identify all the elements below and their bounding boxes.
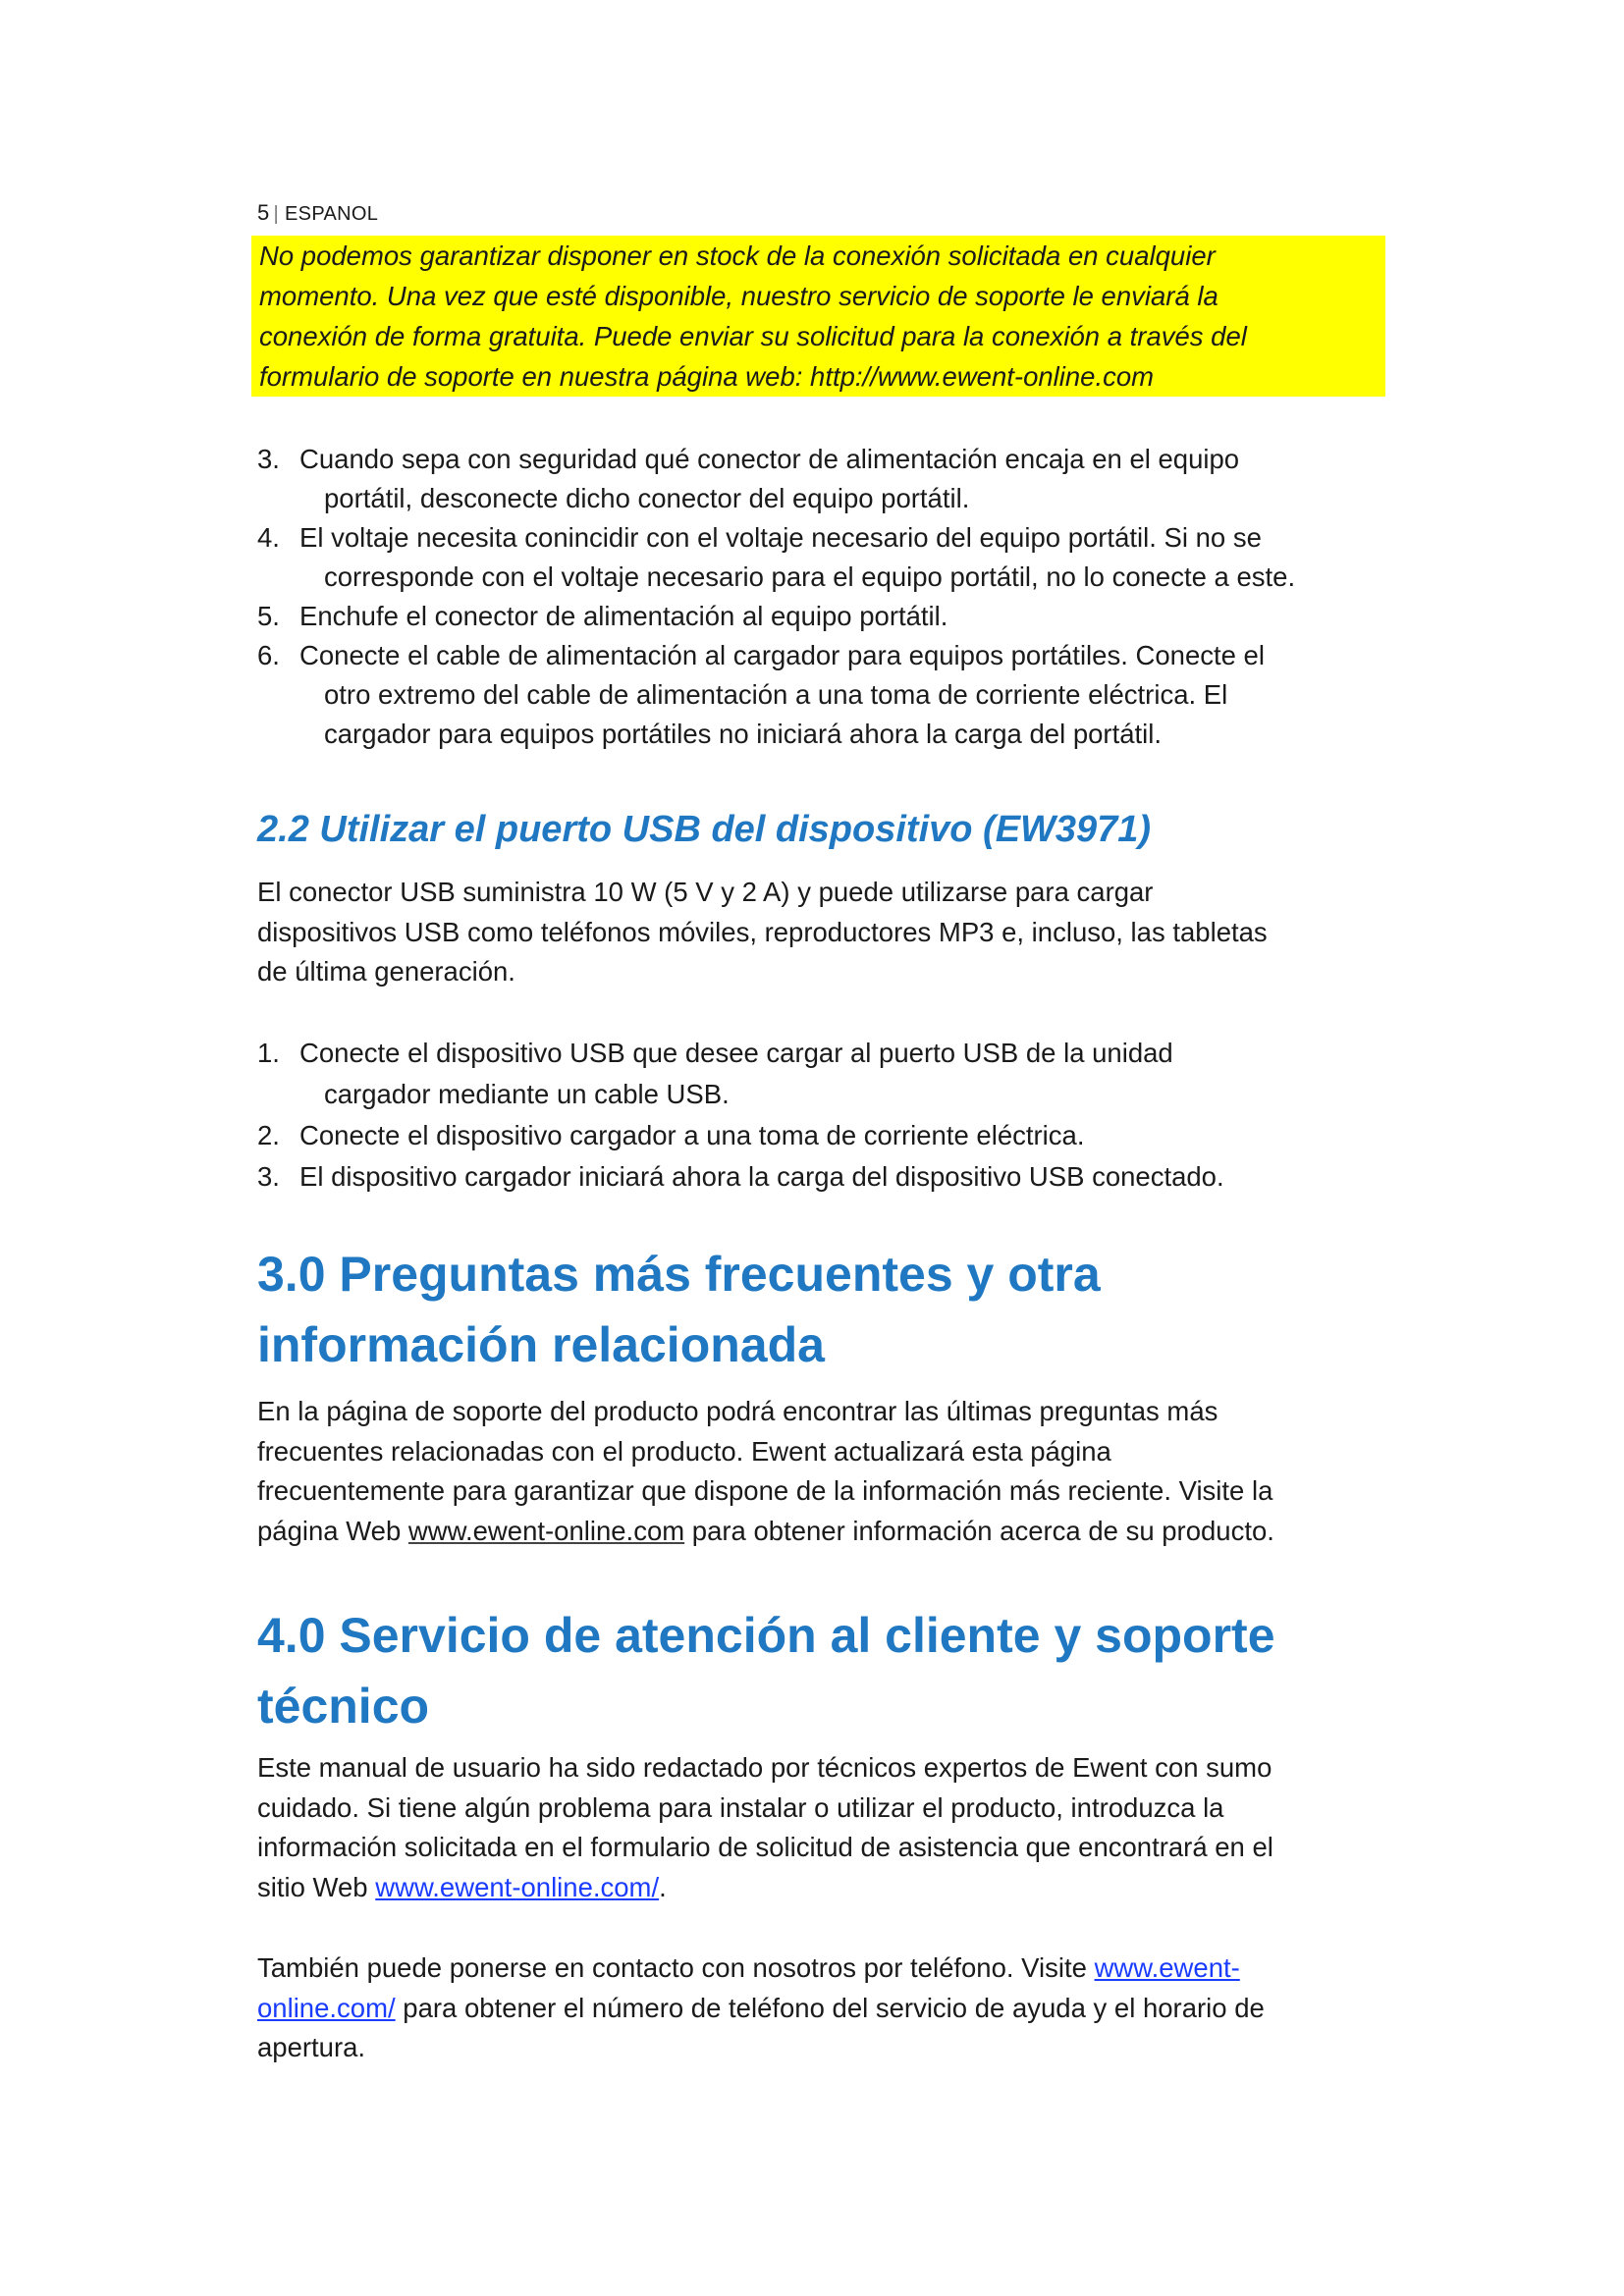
paragraph-line <box>257 1868 1273 1908</box>
list-item <box>257 1156 1224 1198</box>
heading-line: información relacionada <box>257 1317 825 1372</box>
heading-line: 4.0 Servicio de atención al cliente y soporte <box>257 1608 1275 1663</box>
section-2-2-body <box>257 873 1268 992</box>
page-header <box>257 200 378 226</box>
notice-line: formulario de soporte en nuestra página web: http://www.ewent-online.com <box>259 361 1155 392</box>
inline-text: para obtener el número de teléfono del servicio de ayuda y el horario de <box>395 1992 1265 2023</box>
paragraph-line: dispositivos USB como teléfonos móviles, reproductores MP3 e, incluso, las tabletas <box>257 916 1268 947</box>
list-item <box>257 1033 1224 1115</box>
section-4-paragraph-1 <box>257 1748 1273 1907</box>
heading-line: 3.0 Preguntas más frecuentes y otra <box>257 1247 1101 1302</box>
list-item-text: Enchufe el conector de alimentación al equipo portátil. <box>299 601 948 631</box>
notice-line: conexión de forma gratuita. Puede enviar su solicitud para la conexión a través del <box>259 321 1247 351</box>
header-language: ESPANOL <box>285 203 379 225</box>
list-item-text: Conecte el cable de alimentación al cargador para equipos portátiles. Conecte el <box>299 640 1265 670</box>
ewent-website-link-part-1[interactable]: www.ewent- <box>1094 1952 1240 1983</box>
paragraph-line: apertura. <box>257 2032 366 2062</box>
steps-list-a <box>257 440 1295 754</box>
paragraph-line: Este manual de usuario ha sido redactado por técnicos expertos de Ewent con sumo <box>257 1752 1272 1783</box>
list-item <box>257 597 1295 636</box>
list-item-number: 3. <box>257 444 280 474</box>
notice-line: No podemos garantizar disponer en stock de la conexión solicitada en cualquier <box>259 240 1216 271</box>
list-item-text: cargador mediante un cable USB. <box>324 1079 730 1109</box>
section-4-heading <box>257 1600 1275 1741</box>
paragraph-line: cuidado. Si tiene algún problema para instalar o utilizar el producto, introduzca la <box>257 1791 1224 1823</box>
list-item-number: 1. <box>257 1038 280 1068</box>
inline-text: para obtener información acerca de su producto. <box>684 1515 1274 1546</box>
paragraph-line <box>257 1512 1274 1552</box>
page-number: 5 <box>257 200 270 225</box>
list-item-number: 3. <box>257 1161 280 1192</box>
ewent-website-link-part-2[interactable]: online.com/ <box>257 1992 396 2023</box>
paragraph-line: En la página de soporte del producto podrá encontrar las últimas preguntas más <box>257 1396 1218 1426</box>
list-item-number: 5. <box>257 601 280 631</box>
list-item-text: Cuando sepa con seguridad qué conector de alimentación encaja en el equipo <box>299 444 1240 474</box>
list-item <box>257 636 1295 754</box>
inline-text: También puede ponerse en contacto con nosotros por teléfono. Visite <box>257 1952 1095 1983</box>
list-item-number: 6. <box>257 640 280 670</box>
inline-text: sitio Web <box>257 1871 376 1902</box>
steps-list-b <box>257 1033 1224 1198</box>
list-item <box>257 1115 1224 1156</box>
section-3-heading <box>257 1239 1101 1380</box>
list-item-number: 2. <box>257 1120 280 1150</box>
paragraph-line <box>257 1949 1265 1989</box>
section-2-2-heading: 2.2 Utilizar el puerto USB del dispositivo (EW3971) <box>257 809 1152 850</box>
list-item-number: 4. <box>257 522 280 553</box>
list-item-text: El dispositivo cargador iniciará ahora la carga del dispositivo USB conectado. <box>299 1161 1224 1192</box>
paragraph-line <box>257 1989 1265 2029</box>
list-item-text: corresponde con el voltaje necesario para el equipo portátil, no lo conecte a este. <box>324 561 1296 592</box>
paragraph-line: frecuentes relacionadas con el producto. Ewent actualizará esta página <box>257 1435 1111 1467</box>
list-item <box>257 440 1295 518</box>
section-3-body <box>257 1392 1274 1551</box>
list-item-text: Conecte el dispositivo USB que desee cargar al puerto USB de la unidad <box>299 1038 1173 1068</box>
paragraph-line: información solicitada en el formulario de solicitud de asistencia que encontrará en el <box>257 1832 1273 1862</box>
stock-notice <box>251 236 1385 397</box>
section-4-paragraph-2 <box>257 1949 1265 2068</box>
ewent-website-link[interactable]: www.ewent-online.com <box>407 1515 685 1546</box>
paragraph-line: frecuentemente para garantizar que dispone de la información más reciente. Visite la <box>257 1475 1273 1506</box>
list-item-text: El voltaje necesita conincidir con el voltaje necesario del equipo portátil. Si no se <box>299 522 1262 553</box>
notice-line: momento. Una vez que esté disponible, nuestro servicio de soporte le enviará la <box>259 281 1218 311</box>
list-item-text: portátil, desconecte dicho conector del equipo portátil. <box>324 483 970 513</box>
list-item-text: Conecte el dispositivo cargador a una toma de corriente eléctrica. <box>299 1120 1085 1150</box>
list-item-text: cargador para equipos portátiles no iniciará ahora la carga del portátil. <box>324 719 1163 749</box>
header-separator: | <box>273 203 280 225</box>
inline-text: página Web <box>257 1515 408 1546</box>
inline-text: . <box>659 1871 667 1902</box>
heading-line: técnico <box>257 1679 430 1734</box>
list-item-text: otro extremo del cable de alimentación a una toma de corriente eléctrica. El <box>324 679 1228 710</box>
paragraph-line: de última generación. <box>257 956 515 987</box>
ewent-website-link[interactable]: www.ewent-online.com/ <box>375 1871 660 1902</box>
paragraph-line: El conector USB suministra 10 W (5 V y 2 A) y puede utilizarse para cargar <box>257 877 1154 907</box>
list-item <box>257 518 1295 597</box>
